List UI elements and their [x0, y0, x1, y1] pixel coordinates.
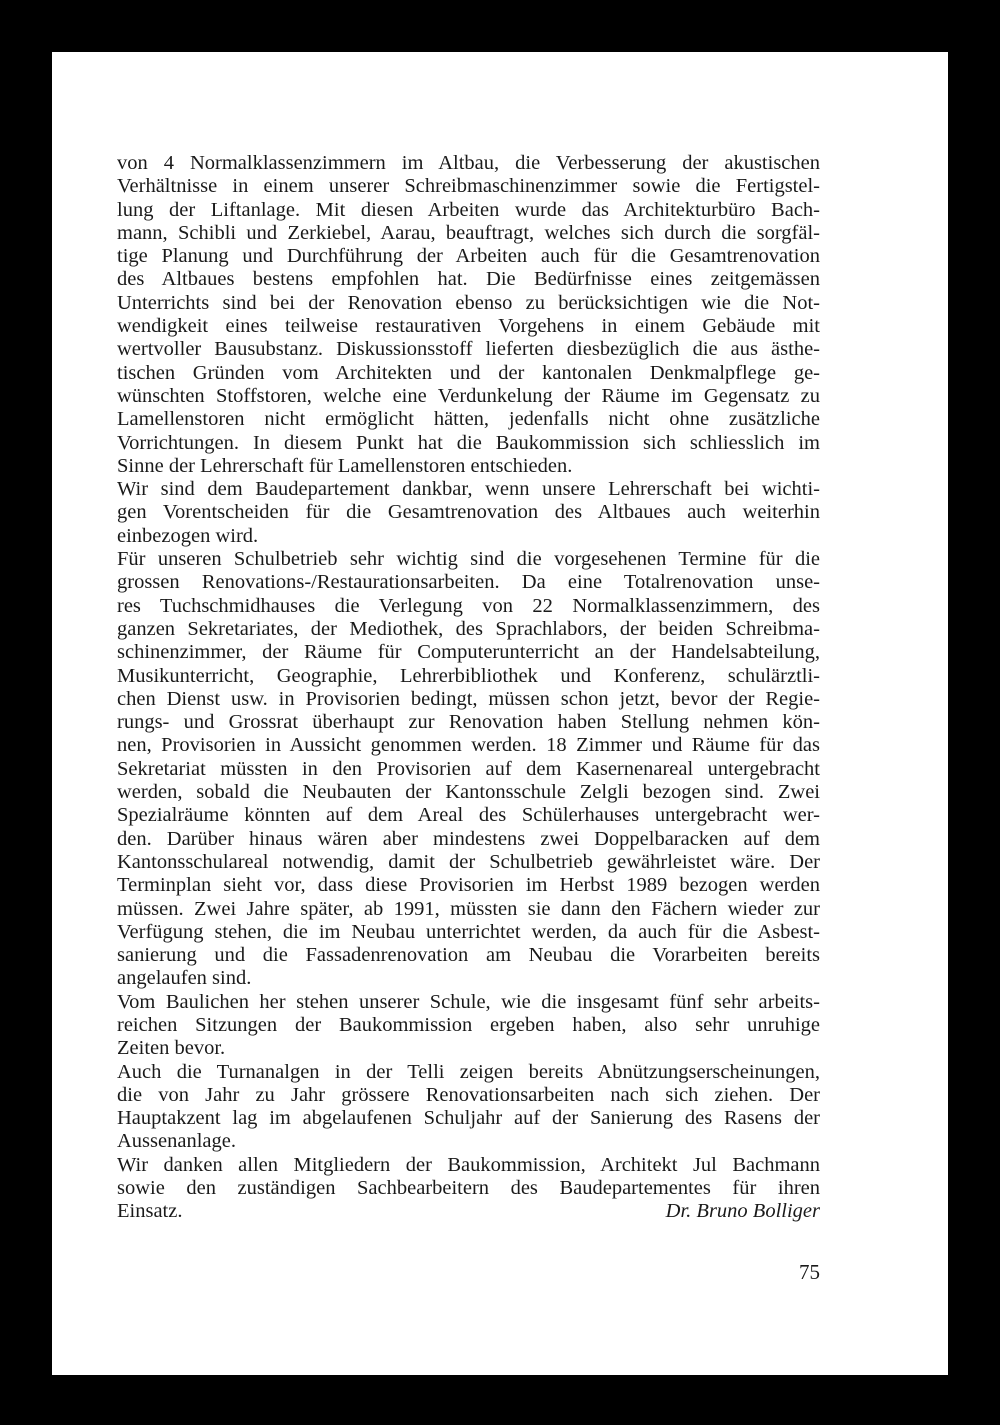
paragraph	[117, 991, 820, 1061]
text-line: Musikunterricht, Geographie, Lehrerbibliothek und Konferenz, schulärztli-	[117, 664, 820, 687]
text-line: wünschten Stoffstoren, welche eine Verdunkelung der Räume im Gegensatz zu	[117, 384, 820, 407]
text-line: gen Vorentscheiden für die Gesamtrenovation des Altbaues auch weiterhin	[117, 501, 820, 524]
paragraph	[117, 478, 820, 548]
text-line: Sekretariat müssten in den Provisorien auf dem Kasernenareal untergebracht	[117, 757, 820, 780]
text-line: Vom Baulichen her stehen unserer Schule, wie die insgesamt fünf sehr arbeits-	[117, 990, 820, 1013]
paragraph	[117, 1154, 820, 1201]
text-line: grossen Renovations-/Restaurationsarbeiten. Da eine Totalrenovation unse-	[117, 571, 820, 594]
text-line: tischen Gründen vom Architekten und der kantonalen Denkmalpflege ge-	[117, 361, 820, 384]
text-line: Spezialräume könnten auf dem Areal des Schülerhauses untergebracht wer-	[117, 804, 820, 827]
text-line: wendigkeit eines teilweise restaurativen Vorgehens in einem Gebäude mit	[117, 315, 820, 338]
text-line: rungs- und Grossrat überhaupt zur Renovation haben Stellung nehmen kön-	[117, 711, 820, 734]
text-line: einbezogen wird.	[117, 524, 259, 547]
text-line: Wir sind dem Baudepartement dankbar, wenn unsere Lehrerschaft bei wichti-	[117, 478, 820, 501]
body-text	[117, 152, 820, 1224]
author-signature: Dr. Bruno Bolliger	[665, 1200, 820, 1223]
text-line: lung der Liftanlage. Mit diesen Arbeiten wurde das Architekturbüro Bach-	[117, 198, 820, 221]
text-line: Unterrichts sind bei der Renovation ebenso zu berücksichtigen wie die Not-	[117, 291, 820, 314]
text-line: nen, Provisorien in Aussicht genommen werden. 18 Zimmer und Räume für das	[117, 734, 820, 757]
text-line: ganzen Sekretariates, der Mediothek, des Sprachlabors, der beiden Schreibma-	[117, 617, 820, 640]
text-line: reichen Sitzungen der Baukommission ergeben haben, also sehr unruhige	[117, 1013, 820, 1036]
text-line: Auch die Turnanalgen in der Telli zeigen bereits Abnützungserscheinungen,	[117, 1060, 820, 1083]
text-line: Verfügung stehen, die im Neubau unterrichtet werden, da auch für die Asbest-	[117, 920, 820, 943]
text-line: tige Planung und Durchführung der Arbeiten auch für die Gesamtrenovation	[117, 245, 820, 268]
text-line: Terminplan sieht vor, dass diese Provisorien im Herbst 1989 bezogen werden	[117, 874, 820, 897]
text-line: des Altbaues bestens empfohlen hat. Die Bedürfnisse eines zeitgemässen	[117, 268, 820, 291]
text-line: die von Jahr zu Jahr grössere Renovationsarbeiten nach sich ziehen. Der	[117, 1083, 820, 1106]
text-line: Vorrichtungen. In diesem Punkt hat die Baukommission sich schliesslich im	[117, 431, 820, 454]
document-page	[52, 52, 948, 1375]
text-line: Wir danken allen Mitgliedern der Baukommission, Architekt Jul Bachmann	[117, 1153, 820, 1176]
text-line: chen Dienst usw. in Provisorien bedingt, müssen schon jetzt, bevor der Regie-	[117, 687, 820, 710]
text-line: Hauptakzent lag im abgelaufenen Schuljahr auf der Sanierung des Rasens der	[117, 1107, 820, 1130]
text-line: Lamellenstoren nicht ermöglicht hätten, jedenfalls nicht ohne zusätzliche	[117, 408, 820, 431]
text-line: werden, sobald die Neubauten der Kantonsschule Zelgli bezogen sind. Zwei	[117, 781, 820, 804]
closing-text: Einsatz.	[117, 1200, 183, 1223]
paragraph	[117, 548, 820, 991]
text-line: mann, Schibli und Zerkiebel, Aarau, beauftragt, welches sich durch die sorgfäl-	[117, 221, 820, 244]
text-line: angelaufen sind.	[117, 967, 252, 990]
text-line: wertvoller Bausubstanz. Diskussionsstoff lieferten diesbezüglich die aus ästhe-	[117, 338, 820, 361]
text-line: Sinne der Lehrerschaft für Lamellenstoren entschieden.	[117, 454, 573, 477]
text-line: res Tuchschmidhauses die Verlegung von 22 Normalklassenzimmern, des	[117, 594, 820, 617]
paragraph	[117, 1061, 820, 1154]
closing-line	[117, 1200, 820, 1223]
text-line: Verhältnisse in einem unserer Schreibmaschinenzimmer sowie die Fertigstel-	[117, 175, 820, 198]
text-line: sowie den zuständigen Sachbearbeitern des Baudepartementes für ihren	[117, 1177, 820, 1200]
text-line: Kantonsschulareal notwendig, damit der Schulbetrieb gewährleistet wäre. Der	[117, 850, 820, 873]
text-line: schinenzimmer, der Räume für Computerunterricht an der Handelsabteilung,	[117, 641, 820, 664]
text-line: von 4 Normalklassenzimmern im Altbau, die Verbesserung der akustischen	[117, 152, 820, 174]
text-line: Für unseren Schulbetrieb sehr wichtig sind die vorgesehenen Termine für die	[117, 548, 820, 571]
page-number: 75	[799, 1260, 820, 1284]
text-line: müssen. Zwei Jahre später, ab 1991, müssten sie dann den Fächern wieder zur	[117, 897, 820, 920]
text-line: sanierung und die Fassadenrenovation am Neubau die Vorarbeiten bereits	[117, 944, 820, 967]
text-line: Zeiten bevor.	[117, 1037, 226, 1060]
paragraphs	[117, 152, 820, 1200]
paragraph	[117, 152, 820, 478]
text-line: den. Darüber hinaus wären aber mindestens zwei Doppelbaracken auf dem	[117, 827, 820, 850]
text-line: Aussenanlage.	[117, 1130, 236, 1153]
